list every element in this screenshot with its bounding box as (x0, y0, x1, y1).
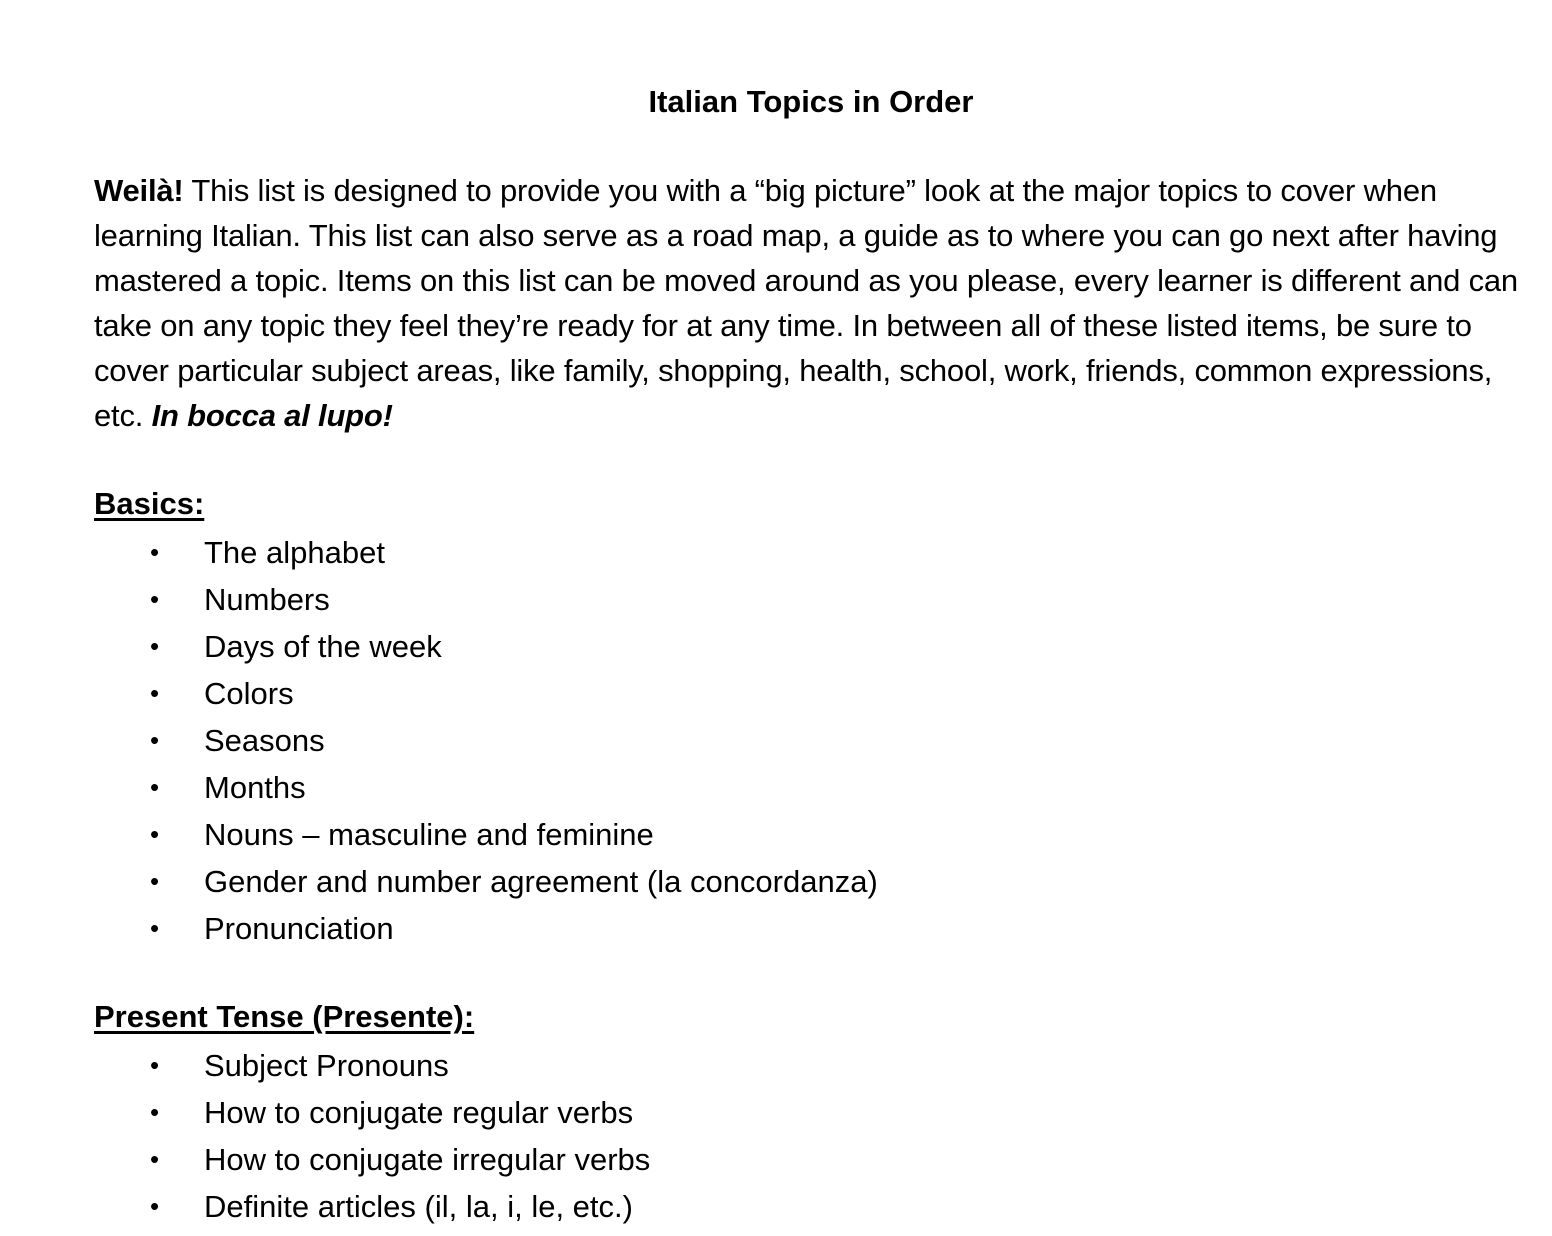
bullet-icon: • (150, 913, 160, 943)
bullet-icon: • (150, 1097, 160, 1127)
list-item-label: Nouns – masculine and feminine (204, 817, 654, 852)
intro-body: This list is designed to provide you with a “big picture” look at the major topics to cover when learning Italian. This list can also serve as a road map, a guide as to where you can go next after having mastered a topic. Items on this list can be moved around as you please, every learner is different and can take on any topic they feel they’re ready for at any time. In between all of these listed items, be sure to cover particular subject areas, like family, shopping, health, school, work, friends, common expressions, etc. (94, 173, 1518, 433)
list-item-label: Seasons (204, 723, 325, 758)
bullet-icon: • (150, 1050, 160, 1080)
section-heading-basics: Basics: (94, 486, 205, 521)
basics-list (0, 529, 878, 952)
list-item (0, 1183, 650, 1230)
bullet-icon: • (150, 819, 160, 849)
bullet-icon: • (150, 866, 160, 896)
list-item (0, 764, 878, 811)
list-item-label: Subject Pronouns (204, 1048, 449, 1083)
list-item (0, 576, 878, 623)
present-tense-list (0, 1042, 650, 1230)
intro-lead: Weilà! (94, 173, 184, 208)
section-heading-present-tense: Present Tense (Presente): (94, 999, 475, 1034)
bullet-icon: • (150, 584, 160, 614)
bullet-icon: • (150, 537, 160, 567)
intro-paragraph (94, 168, 1539, 438)
intro-closing: In bocca al lupo! (151, 398, 393, 433)
bullet-icon: • (150, 631, 160, 661)
list-item (0, 670, 878, 717)
document-title: Italian Topics in Order (648, 84, 974, 119)
list-item-label: Days of the week (204, 629, 442, 664)
list-item (0, 1089, 650, 1136)
list-item (0, 905, 878, 952)
list-item (0, 623, 878, 670)
bullet-icon: • (150, 1191, 160, 1221)
list-item (0, 529, 878, 576)
bullet-icon: • (150, 678, 160, 708)
list-item (0, 1136, 650, 1183)
list-item (0, 858, 878, 905)
list-item-label: How to conjugate regular verbs (204, 1095, 634, 1130)
bullet-icon: • (150, 725, 160, 755)
list-item-label: Gender and number agreement (la concordanza) (204, 864, 878, 899)
list-item-label: Months (204, 770, 306, 805)
list-item-label: Pronunciation (204, 911, 394, 946)
list-item-label: Definite articles (il, la, i, le, etc.) (204, 1189, 633, 1224)
list-item-label: Colors (204, 676, 294, 711)
list-item-label: How to conjugate irregular verbs (204, 1142, 651, 1177)
bullet-icon: • (150, 772, 160, 802)
list-item (0, 811, 878, 858)
list-item (0, 717, 878, 764)
list-item-label: The alphabet (204, 535, 385, 570)
bullet-icon: • (150, 1144, 160, 1174)
list-item-label: Numbers (204, 582, 330, 617)
list-item (0, 1042, 650, 1089)
